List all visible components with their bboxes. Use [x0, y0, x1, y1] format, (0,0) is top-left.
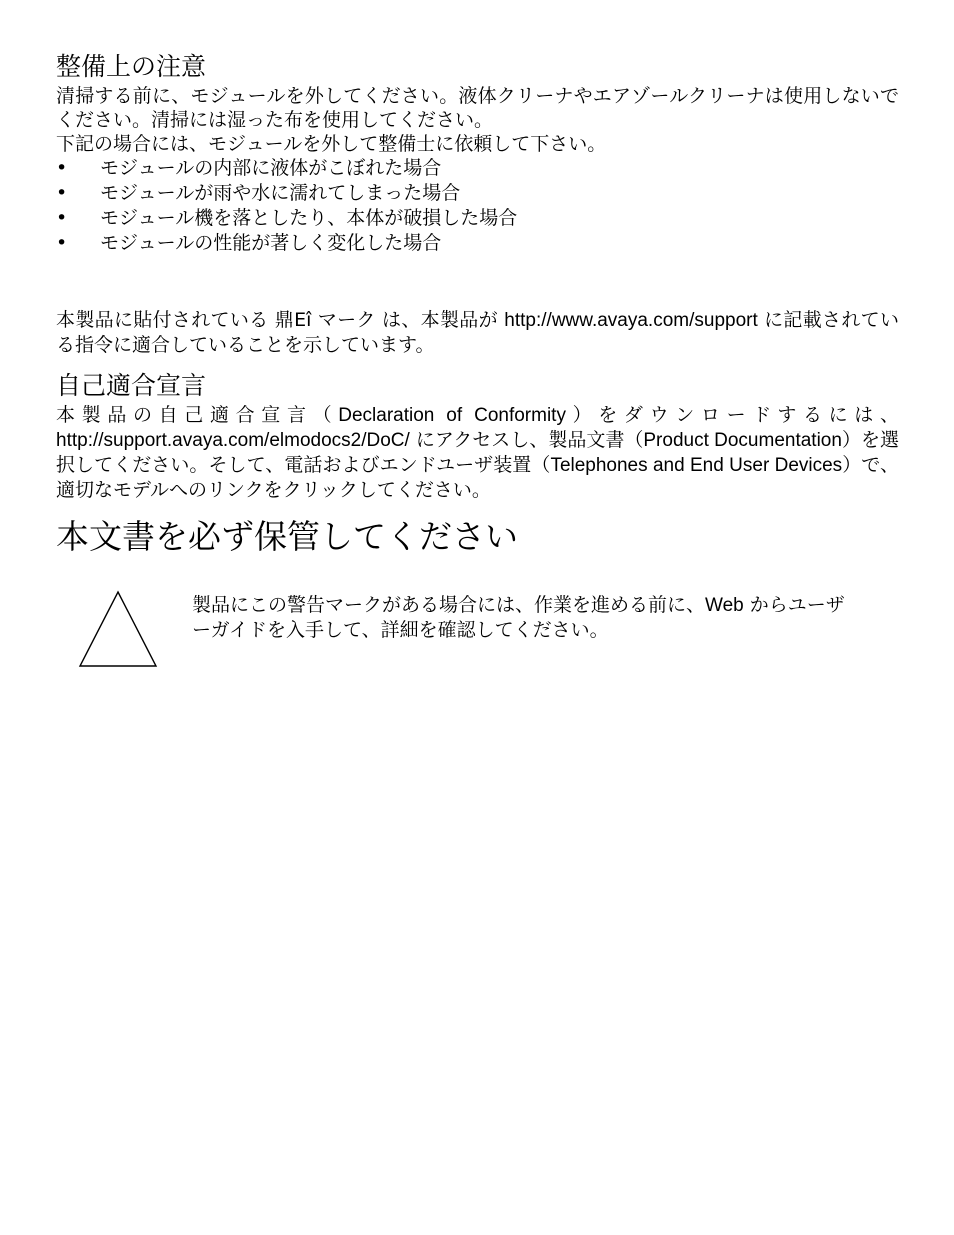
mark-statement-text: に記載されている指令に適合していることを示しています。	[56, 309, 899, 356]
web-term: Web	[705, 595, 744, 616]
warning-triangle-icon	[78, 590, 158, 668]
conformity-text: 本製品の自己適合宣言（	[56, 404, 339, 426]
conformity-text: ）を選択してください。そして、電話およびエンドユーザ装置（	[56, 429, 899, 476]
list-item	[56, 156, 899, 181]
conformity-paragraph	[56, 403, 899, 502]
maintenance-cleaning-paragraph: 清掃する前に、モジュールを外してください。液体クリーナやエアゾールクリーナは使用しないでください。清掃には湿った布を使用してください。	[56, 85, 899, 131]
mark-statement-paragraph	[56, 308, 899, 357]
telephones-term: Telephones and End User Devices	[550, 455, 843, 476]
list-item-text: モジュールの内部に液体がこぼれた場合	[100, 157, 442, 179]
conformity-heading: 自己適合宣言	[56, 371, 207, 400]
doc-url-link[interactable]: http://support.avaya.com/elmodocs2/DoC/	[56, 430, 410, 451]
conformity-text: ）をダウンロードするには、	[565, 404, 899, 426]
list-item	[56, 231, 899, 256]
conformity-text: にアクセスし、製品文書（	[409, 429, 644, 451]
mark-statement-text: 本製品に貼付されている 鼎Eî マーク は、本製品が	[56, 309, 505, 331]
keep-document-section	[56, 516, 899, 690]
bullet-glyph: •	[56, 207, 68, 229]
conformity-text: ）で、適切なモデルへのリンクをクリックしてください。	[56, 454, 899, 501]
bullet-glyph: •	[56, 157, 68, 179]
list-item	[56, 206, 899, 231]
maintenance-section	[56, 50, 899, 256]
bullet-glyph: •	[56, 182, 68, 204]
list-item	[56, 181, 899, 206]
declaration-term: Declaration of Conformity	[338, 405, 566, 426]
notice-text: 製品にこの警告マークがある場合には、作業を進める前に、	[192, 594, 706, 616]
notice-text: からユーザーガイドを入手して、詳細を確認してください。	[192, 594, 845, 641]
conformity-section	[56, 369, 899, 502]
keep-document-title: 本文書を必ず保管してください	[56, 517, 518, 556]
bullet-glyph: •	[56, 232, 68, 254]
maintenance-conditions-list	[56, 156, 899, 256]
warning-notice	[56, 580, 899, 690]
list-item-text: モジュールの性能が著しく変化した場合	[100, 232, 442, 254]
maintenance-service-paragraph: 下記の場合には、モジュールを外して整備士に依頼して下さい。	[56, 133, 607, 155]
warning-notice-text	[192, 593, 852, 643]
document-page	[56, 50, 899, 690]
maintenance-heading: 整備上の注意	[56, 52, 207, 81]
product-documentation-term: Product Documentation	[643, 430, 842, 451]
support-url-link[interactable]: http://www.avaya.com/support	[504, 310, 758, 331]
list-item-text: モジュール機を落としたり、本体が破損した場合	[100, 207, 518, 229]
list-item-text: モジュールが雨や水に濡れてしまった場合	[100, 182, 461, 204]
